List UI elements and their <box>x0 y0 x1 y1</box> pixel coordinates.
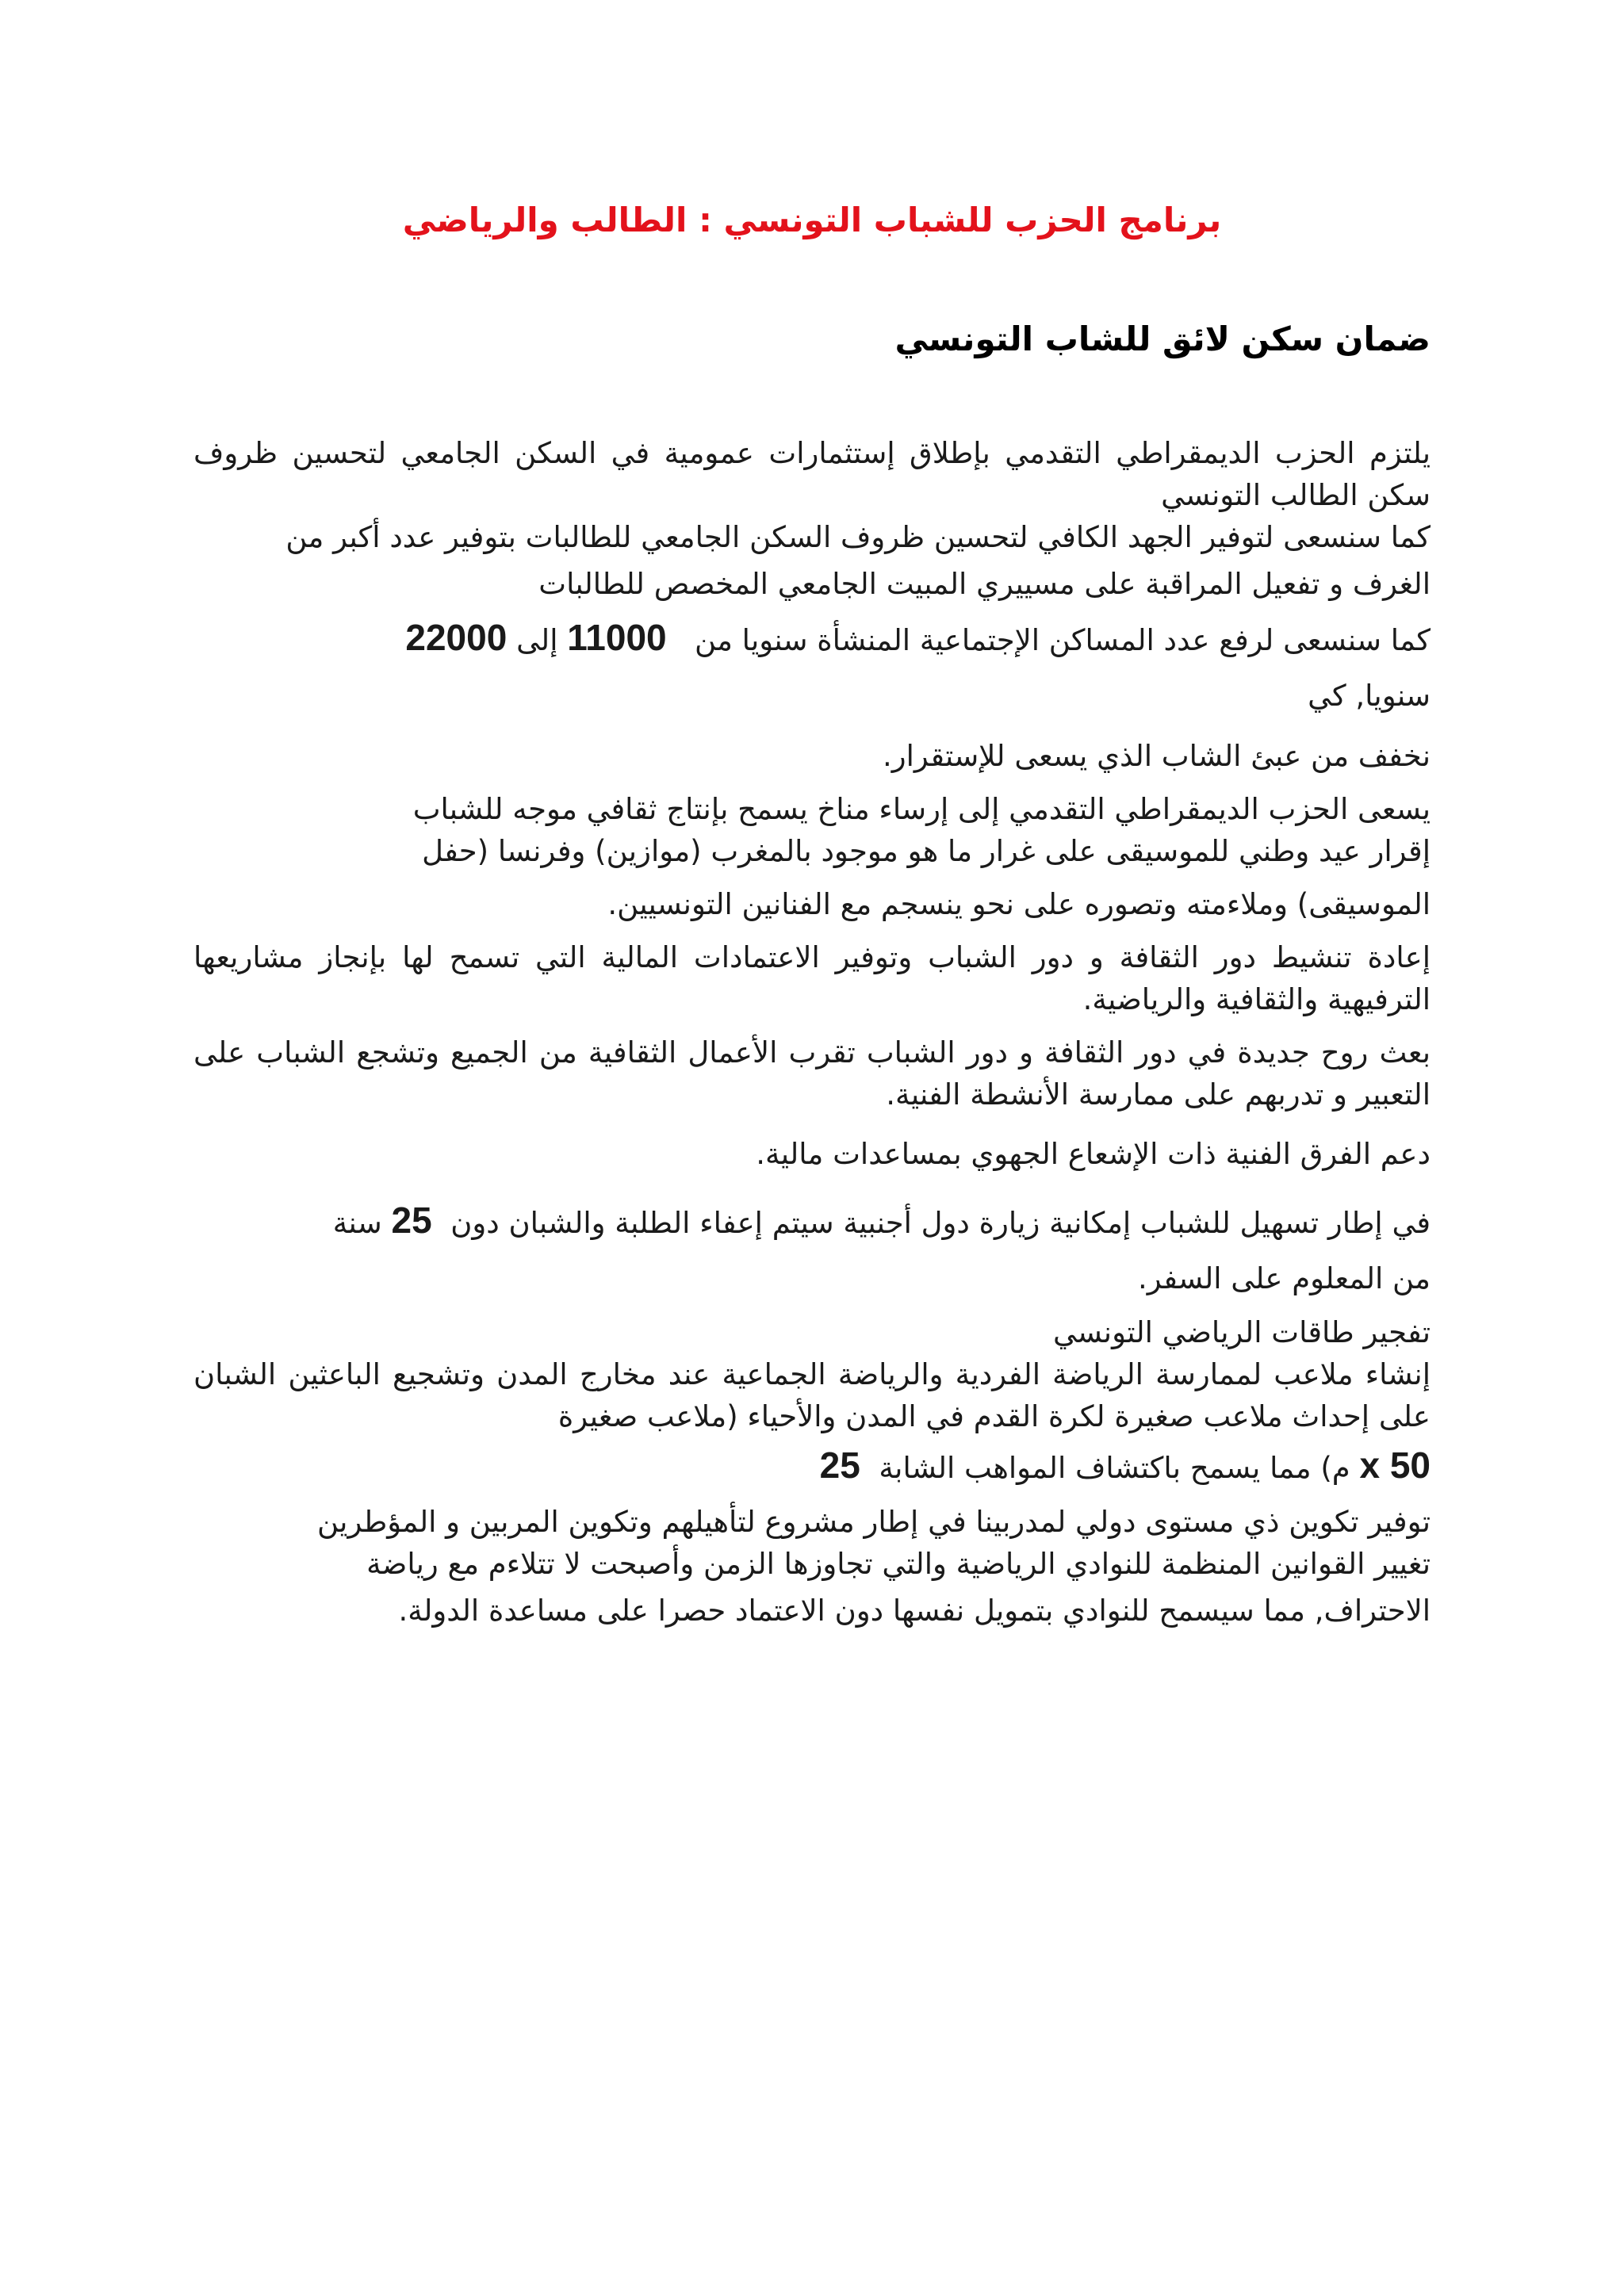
document-body <box>193 432 1431 1632</box>
number-value: 25 <box>819 1445 860 1486</box>
paragraph-line: تفجير طاقات الرياضي التونسي <box>1052 1315 1431 1349</box>
paragraph-line-with-numbers <box>193 1437 1431 1496</box>
line-text: في إطار تسهيل للشباب إمكانية زيارة دول أجنبية سيتم إعفاء الطلبة والشبان دون <box>450 1206 1431 1240</box>
paragraph-line: الغرف و تفعيل المراقبة على مسييري المبيت الجامعي المخصص للطالبات <box>538 567 1431 601</box>
paragraph-line: إعادة تنشيط دور الثقافة و دور الشباب وتوفير الاعتمادات المالية التي تسمح لها بإنجاز مشاريعها الترفيهية والثقافية والرياضية. <box>193 940 1431 1016</box>
paragraph-line-with-numbers <box>193 610 1431 724</box>
paragraph-line: نخفف من عبئ الشاب الذي يسعى للإستقرار. <box>883 739 1431 773</box>
paragraph-line: يسعى الحزب الديمقراطي التقدمي إلى إرساء مناخ يسمح بإنتاج ثقافي موجه للشباب <box>412 792 1431 826</box>
line-text: من المعلوم على السفر. <box>1138 1261 1431 1295</box>
number-value: 50 x <box>1359 1445 1431 1486</box>
paragraph-line: إنشاء ملاعب لممارسة الرياضة الفردية والرياضة الجماعية عند مخارج المدن وتشجيع الباعثين الشبان على إحداث ملاعب صغيرة لكرة القدم في المدن والأحياء (ملاعب صغيرة <box>193 1357 1431 1433</box>
paragraph-line: يلتزم الحزب الديمقراطي التقدمي بإطلاق إستثمارات عمومية في السكن الجامعي لتحسين ظروف سكن الطالب التونسي <box>193 436 1431 512</box>
paragraph-line: تغيير القوانين المنظمة للنوادي الرياضية والتي تجاوزها الزمن وأصبحت لا تتلاءم مع رياضة <box>366 1547 1431 1581</box>
paragraph-line: الموسيقى) وملاءمته وتصوره على نحو ينسجم مع الفنانين التونسيين. <box>607 887 1431 921</box>
line-text: سنة <box>332 1206 382 1240</box>
line-text: إلى <box>516 623 558 657</box>
paragraph-line-with-numbers <box>193 1192 1431 1307</box>
paragraph-line: بعث روح جديدة في دور الثقافة و دور الشباب تقرب الأعمال الثقافية من الجميع وتشجع الشباب على التعبير و تدربهم على ممارسة الأنشطة الفنية. <box>193 1035 1431 1112</box>
paragraph-line: دعم الفرق الفنية ذات الإشعاع الجهوي بمساعدات مالية. <box>756 1137 1431 1171</box>
line-text: كما سنسعى لرفع عدد المساكن الإجتماعية المنشأة سنويا من <box>694 623 1431 657</box>
number-value: 25 <box>391 1200 432 1241</box>
line-text: سنويا, كي <box>1308 679 1431 713</box>
paragraph-line: كما سنسعى لتوفير الجهد الكافي لتحسين ظروف السكن الجامعي للطالبات بتوفير عدد أكبر من <box>285 520 1431 554</box>
paragraph-line: إقرار عيد وطني للموسيقى على غرار ما هو موجود بالمغرب (موازين) وفرنسا (حفل <box>422 834 1431 868</box>
number-value: 22000 <box>405 617 508 658</box>
section-heading: ضمان سكن لائق للشاب التونسي <box>894 320 1431 358</box>
line-text: م) مما يسمح باكتشاف المواهب الشابة <box>879 1451 1350 1485</box>
paragraph-line: الاحتراف, مما سيسمح للنوادي بتمويل نفسها دون الاعتماد حصرا على مساعدة الدولة. <box>398 1594 1431 1628</box>
number-value: 11000 <box>567 617 667 658</box>
paragraph-line: توفير تكوين ذي مستوى دولي لمدربينا في إطار مشروع لتأهيلهم وتكوين المربين و المؤطرين <box>316 1505 1431 1539</box>
document-title: برنامج الحزب للشباب التونسي : الطالب والرياضي <box>402 201 1222 239</box>
